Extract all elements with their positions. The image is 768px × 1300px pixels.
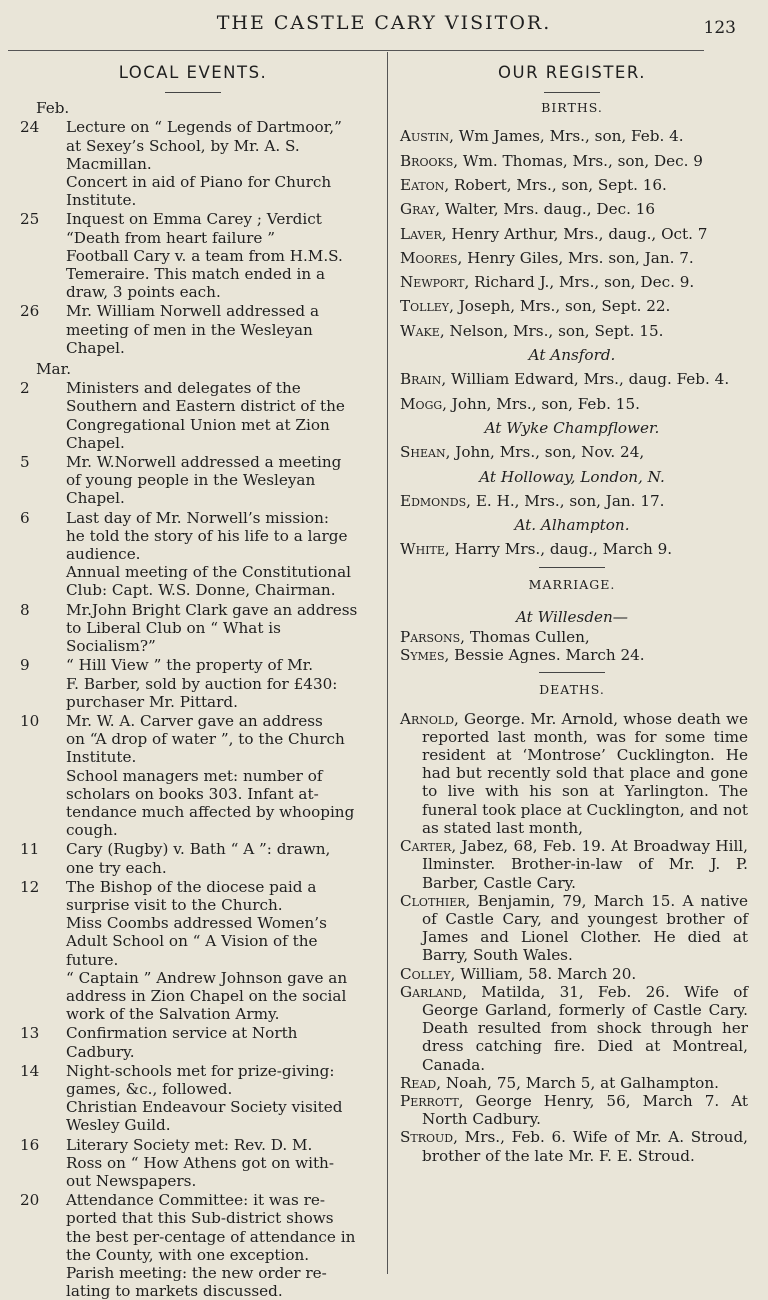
event-item (16, 1062, 370, 1098)
event-text (66, 601, 370, 656)
place-heading: At Ansford. (528, 346, 616, 365)
event-day: 16 (20, 1135, 40, 1154)
event-subitem (66, 914, 370, 969)
event-line: F. Barber, sold by auction for £430: (66, 674, 338, 693)
event-line: to Liberal Club on “ What is (66, 618, 281, 637)
event-item (16, 1191, 370, 1264)
event-item (16, 302, 370, 357)
entry-surname: Symes (400, 646, 445, 665)
month-label: Feb. (36, 99, 70, 118)
event-subitem (66, 563, 370, 599)
column-rule (387, 52, 388, 1274)
entry-surname: Tolley (400, 297, 450, 316)
event-line: Club: Capt. W.S. Donne, Chairman. (66, 581, 336, 600)
event-line: the best per-centage of attendance in (66, 1227, 356, 1246)
deaths-list (396, 710, 748, 1165)
entry-surname: Eaton (400, 176, 445, 194)
event-line: Football Cary v. a team from H.M.S. (66, 246, 343, 265)
entry-details: , George Henry, 56, March 7. At North Cadbury. (422, 1091, 748, 1129)
entry-surname: Edmonds (400, 491, 467, 510)
event-line: Mr.John Bright Clark gave an address (66, 600, 358, 619)
event-text (66, 878, 370, 914)
entry-surname: Mogg (400, 394, 443, 413)
event-line: one try each. (66, 858, 167, 877)
local-events-column (16, 60, 370, 1300)
marriage-heading: MARRIAGE. (528, 576, 616, 592)
entry-details: , Henry Arthur, Mrs., daug., Oct. 7 (441, 224, 708, 243)
entry-details: , E. H., Mrs., son, Jan. 17. (466, 491, 665, 510)
event-line: Confirmation service at North (66, 1024, 298, 1043)
event-line: address in Zion Chapel on the social (66, 986, 347, 1005)
place-heading: At Wyke Champflower. (484, 418, 660, 437)
entry-surname: Carter (400, 837, 452, 856)
entry-details: , Matilda, 31, Feb. 26. Wife of George Garland, formerly of Castle Cary. Death resulted from shock through her dress catching fire. Died at Montreal, Canada. (422, 982, 748, 1074)
births-ansford-list (396, 370, 748, 413)
register-entry (396, 1074, 748, 1092)
local-events-title: LOCAL EVENTS. (118, 63, 268, 82)
event-line: ported that this Sub-district shows (66, 1209, 334, 1228)
event-day: 8 (20, 600, 30, 619)
event-line: Christian Endeavour Society visited (66, 1098, 343, 1117)
entry-details: , Mrs., Feb. 6. Wife of Mr. A. Stroud, brother of the late Mr. F. E. Stroud. (422, 1128, 748, 1165)
event-line: The Bishop of the diocese paid a (66, 877, 317, 896)
event-text (66, 1191, 370, 1264)
register-entry (396, 249, 748, 267)
event-line: Chapel. (66, 489, 125, 508)
event-item (16, 509, 370, 564)
event-day: 5 (20, 453, 30, 472)
event-day: 26 (20, 302, 40, 321)
births-list (396, 127, 748, 340)
event-line: Institute. (66, 191, 137, 210)
event-line: the County, with one exception. (66, 1245, 310, 1264)
place-heading: At. Alhampton. (514, 516, 630, 535)
event-line: he told the story of his life to a large (66, 526, 348, 545)
event-subitem (66, 767, 370, 840)
event-item (16, 712, 370, 767)
entry-details: , Richard J., Mrs., son, Dec. 9. (464, 273, 695, 292)
event-text (66, 1062, 370, 1098)
register-entry (396, 225, 748, 243)
event-line: Wesley Guild. (66, 1116, 171, 1135)
event-subitem (66, 1264, 370, 1300)
entry-details: , Wm. Thomas, Mrs., son, Dec. 9 (453, 151, 703, 170)
event-line: out Newspapers. (66, 1171, 197, 1190)
event-line: Congregational Union met at Zion (66, 415, 330, 434)
event-item (16, 1136, 370, 1191)
event-text (66, 840, 370, 876)
event-day: 24 (20, 118, 40, 137)
event-line: Cadbury. (66, 1042, 135, 1061)
event-line: at Sexey’s School, by Mr. A. S. (66, 136, 300, 155)
event-item (16, 601, 370, 656)
event-text (66, 1024, 370, 1060)
births-wyke-list (396, 443, 748, 461)
entry-surname: Gray (400, 200, 436, 219)
register-entry (396, 443, 748, 461)
event-line: Annual meeting of the Constitutional (66, 563, 351, 582)
register-entry (396, 297, 748, 315)
event-line: Mr. W.Norwell addressed a meeting (66, 453, 342, 472)
event-line: audience. (66, 545, 141, 564)
event-line: Literary Society met: Rev. D. M. (66, 1135, 313, 1154)
event-line: Chapel. (66, 338, 125, 357)
event-item (16, 878, 370, 914)
event-text (66, 453, 370, 508)
month-label: Mar. (36, 360, 72, 379)
entry-surname: Austin (400, 127, 450, 146)
event-line: Ministers and delegates of the (66, 379, 301, 398)
entry-surname: Shean (400, 443, 446, 462)
event-text (66, 509, 370, 564)
entry-details: , Bessie Agnes. March 24. (444, 646, 645, 665)
event-line: “ Hill View ” the property of Mr. (66, 656, 314, 675)
entry-surname: Brain (400, 370, 442, 389)
entry-surname: Perrott (400, 1091, 459, 1110)
register-entry (396, 152, 748, 170)
register-entry (396, 646, 748, 664)
section-rule (539, 672, 605, 673)
register-entry (396, 1128, 748, 1164)
title-rule (165, 92, 221, 93)
entry-details: , John, Mrs., son, Nov. 24, (445, 443, 645, 462)
event-line: games, &c., followed. (66, 1079, 233, 1098)
entry-details: , Walter, Mrs. daug., Dec. 16 (435, 200, 656, 219)
births-holloway-list (396, 492, 748, 510)
event-day: 9 (20, 656, 30, 675)
event-line: work of the Salvation Army. (66, 1005, 280, 1024)
event-line: Institute. (66, 748, 137, 767)
entry-surname: Garland (400, 982, 463, 1001)
event-line: “ Captain ” Andrew Johnson gave an (66, 968, 348, 987)
entry-details: , Thomas Cullen, (460, 628, 590, 647)
event-line: purchaser Mr. Pittard. (66, 692, 238, 711)
register-entry (396, 710, 748, 837)
event-item (16, 379, 370, 452)
register-entry (396, 395, 748, 413)
event-line: Temeraire. This match ended in a (66, 265, 326, 284)
entry-details: , Jabez, 68, Feb. 19. At Broadway Hill, Ilminster. Brother-in-law of Mr. J. P. Barber, Castle Cary. (422, 837, 748, 892)
marriage-list (396, 628, 748, 664)
event-line: surprise visit to the Church. (66, 895, 283, 914)
entry-details: , William Edward, Mrs., daug. Feb. 4. (441, 370, 730, 389)
place-heading: At Holloway, London, N. (479, 467, 665, 486)
event-item (16, 840, 370, 876)
register-entry (396, 176, 748, 194)
entry-details: , Benjamin, 79, March 15. A native of Castle Cary, and youngest brother of James and Lionel Clother. He died at Barry, South Wales. (422, 891, 748, 965)
event-day: 20 (20, 1191, 40, 1210)
event-line: Concert in aid of Piano for Church (66, 173, 332, 192)
section-rule (539, 567, 605, 568)
event-line: Night-schools met for prize-giving: (66, 1061, 335, 1080)
event-subitem (66, 173, 370, 209)
entry-details: , Robert, Mrs., son, Sept. 16. (444, 176, 667, 194)
entry-details: , William, 58. March 20. (450, 964, 637, 983)
register-entry (396, 892, 748, 965)
event-line: future. (66, 950, 119, 969)
event-day: 13 (20, 1024, 40, 1043)
event-line: cough. (66, 821, 118, 840)
entry-details: , Joseph, Mrs., son, Sept. 22. (449, 297, 671, 316)
register-entry (396, 492, 748, 510)
entry-surname: Newport (400, 273, 465, 292)
entry-details: , Nelson, Mrs., son, Sept. 15. (439, 321, 664, 340)
register-entry (396, 200, 748, 218)
event-text (66, 712, 370, 767)
event-text (66, 379, 370, 452)
entry-surname: Arnold (400, 709, 455, 728)
event-line: Mr. William Norwell addressed a (66, 302, 320, 321)
register-column (396, 60, 748, 1165)
event-item (16, 453, 370, 508)
event-line: Adult School on “ A Vision of the (66, 932, 318, 951)
entry-details: , Harry Mrs., daug., March 9. (444, 540, 673, 559)
event-day: 6 (20, 508, 30, 527)
event-line: scholars on books 303. Infant at- (66, 784, 319, 803)
event-item (16, 118, 370, 173)
event-line: Cary (Rugby) v. Bath “ A ”: drawn, (66, 840, 331, 859)
entry-surname: Wake (400, 321, 440, 340)
event-line: School managers met: number of (66, 766, 323, 785)
entry-details: , Henry Giles, Mrs. son, Jan. 7. (457, 248, 694, 267)
entry-surname: Read (400, 1073, 437, 1092)
event-item (16, 1024, 370, 1060)
event-line: meeting of men in the Wesleyan (66, 320, 313, 339)
page-number: 123 (703, 18, 736, 38)
event-line: Last day of Mr. Norwell’s mission: (66, 508, 330, 527)
event-subitem (66, 969, 370, 1024)
event-subitem (66, 1098, 370, 1134)
event-item (16, 210, 370, 246)
event-day: 11 (20, 840, 40, 859)
register-entry (396, 370, 748, 388)
event-line: Miss Coombs addressed Women’s (66, 914, 327, 933)
event-text (66, 302, 370, 357)
register-entry (396, 628, 748, 646)
event-line: draw, 3 points each. (66, 283, 221, 302)
entry-surname: Colley (400, 964, 451, 983)
event-line: “Death from heart failure ” (66, 228, 275, 247)
event-text (66, 1136, 370, 1191)
register-entry (396, 322, 748, 340)
register-entry (396, 540, 748, 558)
event-day: 10 (20, 711, 40, 730)
event-line: Chapel. (66, 433, 125, 452)
event-line: Ross on “ How Athens got on with- (66, 1153, 334, 1172)
register-entry (396, 837, 748, 892)
place-heading: At Willesden— (515, 607, 628, 626)
event-line: Attendance Committee: it was re- (66, 1191, 325, 1210)
event-text (66, 210, 370, 246)
event-day: 12 (20, 877, 40, 896)
entry-surname: Clothier (400, 891, 466, 910)
event-item (16, 656, 370, 711)
running-head: THE CASTLE CARY VISITOR. (216, 12, 552, 34)
births-alhampton-list (396, 540, 748, 558)
header-rule (8, 50, 704, 51)
register-entry (396, 127, 748, 145)
event-line: Southern and Eastern district of the (66, 397, 345, 416)
entry-details: , Noah, 75, March 5, at Galhampton. (436, 1073, 719, 1092)
register-entry (396, 983, 748, 1074)
event-line: tendance much affected by whooping (66, 802, 355, 821)
title-rule (544, 92, 600, 93)
register-entry (396, 273, 748, 291)
entry-surname: White (400, 540, 445, 559)
event-day: 2 (20, 379, 30, 398)
event-day: 25 (20, 210, 40, 229)
register-entry (396, 1092, 748, 1128)
event-line: Inquest on Emma Carey ; Verdict (66, 210, 322, 229)
event-text (66, 656, 370, 711)
event-line: Lecture on “ Legends of Dartmoor,” (66, 118, 342, 137)
event-line: Parish meeting: the new order re- (66, 1264, 327, 1282)
event-text (66, 118, 370, 173)
event-line: of young people in the Wesleyan (66, 471, 316, 490)
event-line: lating to markets discussed. (66, 1282, 283, 1300)
entry-surname: Brooks (400, 151, 454, 170)
entry-details: , John, Mrs., son, Feb. 15. (442, 394, 640, 413)
entry-surname: Stroud (400, 1128, 454, 1147)
register-entry (396, 965, 748, 983)
event-line: Socialism?” (66, 637, 156, 656)
entry-details: , George. Mr. Arnold, whose death we reported last month, was for some time resident at ‘Montrose’ Cucklington. He had but recently sold that place and gone to live with his son at Yarlington. The funeral took place at Cucklington, and not as stated last month, (422, 709, 748, 837)
event-subitem (66, 247, 370, 302)
entry-surname: Moores (400, 248, 458, 267)
entry-details: , Wm James, Mrs., son, Feb. 4. (449, 127, 684, 146)
event-line: on “A drop of water ”, to the Church (66, 730, 345, 749)
events-list (16, 99, 370, 1300)
event-line: Mr. W. A. Carver gave an address (66, 711, 323, 730)
entry-surname: Laver (400, 224, 442, 243)
deaths-heading: DEATHS. (539, 682, 605, 698)
event-line: Macmillan. (66, 154, 152, 173)
register-title: OUR REGISTER. (498, 63, 646, 82)
entry-surname: Parsons (400, 628, 461, 647)
event-day: 14 (20, 1061, 40, 1080)
births-heading: BIRTHS. (541, 100, 603, 116)
